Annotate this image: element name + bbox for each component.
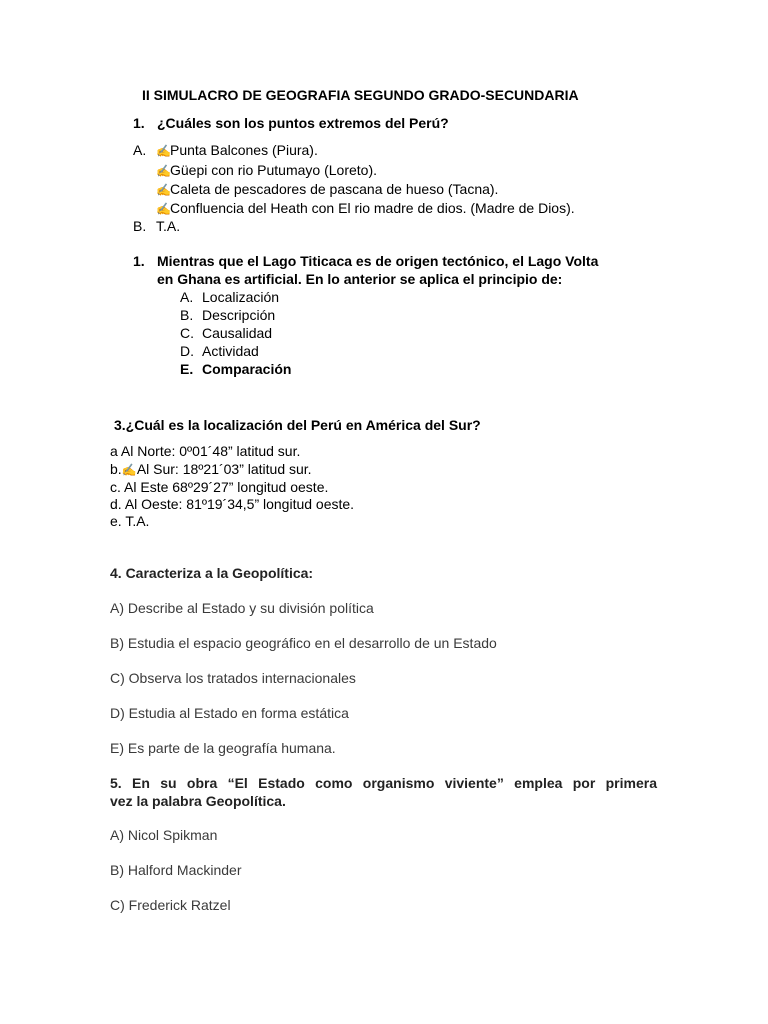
option-text: Localización	[202, 289, 280, 305]
option-b-text: T.A.	[156, 218, 181, 234]
option-b-label: B.	[133, 218, 147, 234]
list-item: ✍Caleta de pescadores de pascana de hueso (Tacna).	[156, 181, 499, 197]
list-item: a Al Norte: 0º01´48” latitud sur.	[110, 443, 301, 459]
question-5-line-2: vez la palabra Geopolítica.	[110, 793, 286, 809]
list-item: b.✍ Al Sur: 18º21´03” latitud sur.	[110, 461, 312, 477]
question-1-text: ¿Cuáles son los puntos extremos del Perú?	[157, 115, 449, 131]
question-4-text: 4. Caracteriza a la Geopolítica:	[110, 565, 314, 581]
question-3-text: 3.¿Cuál es la localización del Perú en América del Sur?	[114, 417, 481, 433]
option-text: Causalidad	[202, 325, 273, 341]
writing-hand-icon: ✍	[156, 164, 171, 178]
question-5-line-1: 5. En su obra “El Estado como organismo viviente” emplea por primera	[110, 775, 657, 791]
option-text: Comparación	[202, 361, 292, 377]
list-item: C) Observa los tratados internacionales	[110, 670, 356, 686]
option-text: Descripción	[202, 307, 276, 323]
list-item: D) Estudia al Estado en forma estática	[110, 705, 349, 721]
list-item: ✍Güepi con rio Putumayo (Loreto).	[156, 162, 377, 178]
option-letter: E.	[180, 361, 194, 377]
writing-hand-icon: ✍	[156, 183, 171, 197]
writing-hand-icon: ✍	[156, 144, 171, 158]
list-item: d. Al Oeste: 81º19´34,5” longitud oeste.	[110, 496, 355, 512]
option-letter: C.	[180, 325, 194, 341]
list-item: A) Describe al Estado y su división política	[110, 600, 374, 616]
option-letter: B.	[180, 307, 194, 323]
question-2-line-2: en Ghana es artificial. En lo anterior se aplica el principio de:	[157, 271, 563, 287]
question-2-line-1: Mientras que el Lago Titicaca es de origen tectónico, el Lago Volta	[157, 253, 599, 269]
option-a-label: A.	[133, 142, 147, 158]
option-letter: A.	[180, 289, 194, 305]
list-item: ✍Confluencia del Heath con El rio madre de dios. (Madre de Dios).	[156, 200, 575, 216]
question-1-number: 1.	[133, 115, 145, 131]
list-item: C) Frederick Ratzel	[110, 897, 231, 913]
question-2-number: 1.	[133, 253, 145, 269]
option-letter: D.	[180, 343, 194, 359]
option-text: Actividad	[202, 343, 259, 359]
writing-hand-icon: ✍	[121, 463, 137, 477]
list-item: E) Es parte de la geografía humana.	[110, 740, 336, 756]
list-item: c. Al Este 68º29´27” longitud oeste.	[110, 479, 329, 495]
writing-hand-icon: ✍	[156, 202, 171, 216]
list-item: ✍Punta Balcones (Piura).	[156, 142, 318, 158]
list-item: e. T.A.	[110, 513, 150, 529]
list-item: A) Nicol Spikman	[110, 827, 218, 843]
list-item: B) Halford Mackinder	[110, 862, 242, 878]
page-title: II SIMULACRO DE GEOGRAFIA SEGUNDO GRADO-SECUNDARIA	[142, 87, 579, 103]
list-item: B) Estudia el espacio geográfico en el desarrollo de un Estado	[110, 635, 497, 651]
